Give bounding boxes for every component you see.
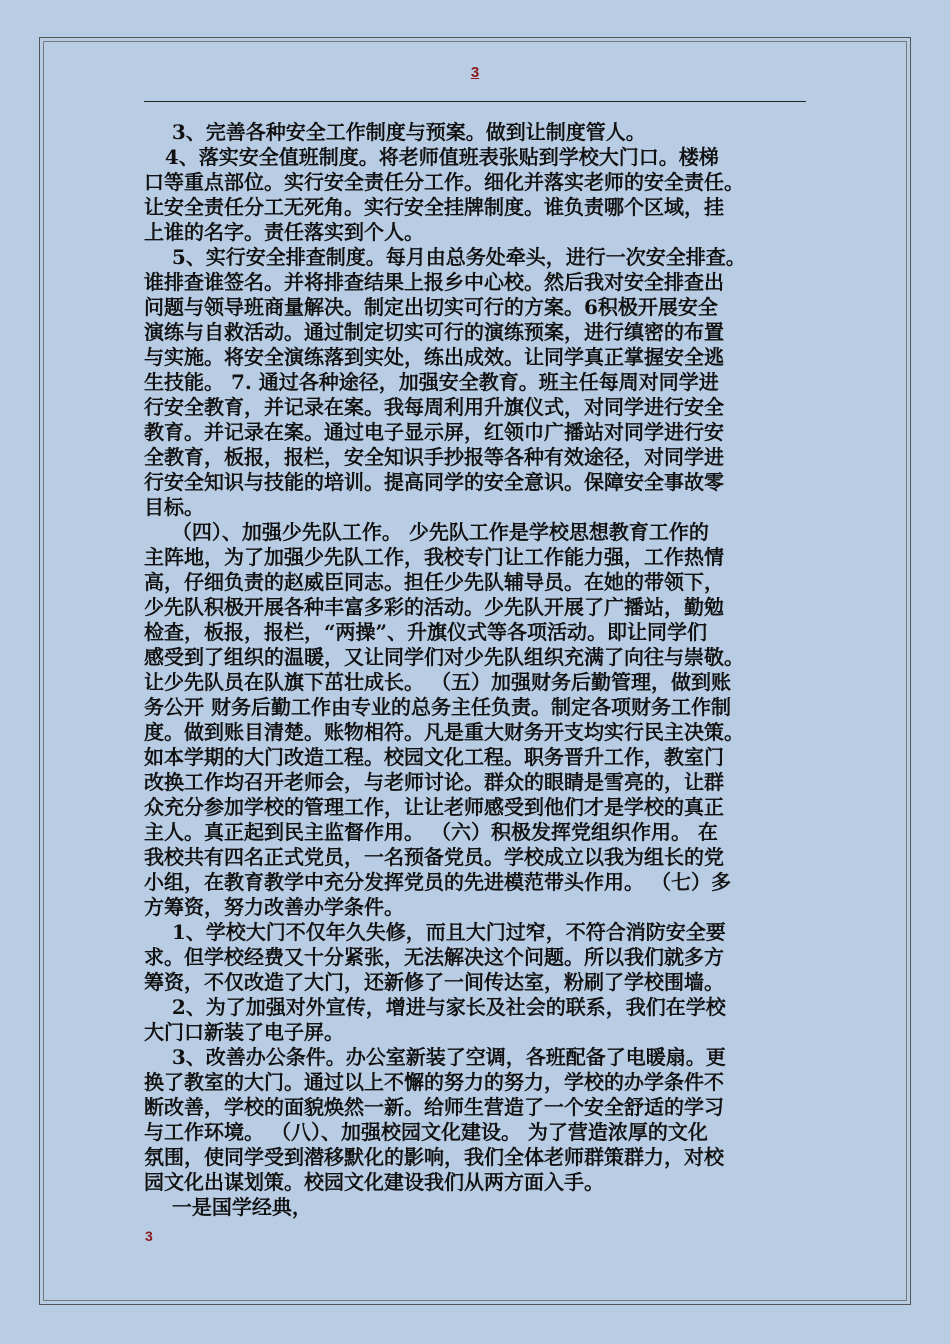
text-line: 方筹资，努力改善办学条件。 (144, 895, 404, 919)
text-line: 务公开 财务后勤工作由专业的总务主任负责。制定各项财务工作制 (144, 695, 731, 719)
text-line: 1、学校大门不仅年久失修，而且大门过窄，不符合消防安全要 (144, 920, 726, 944)
text-line: 一是国学经典， (144, 1195, 312, 1219)
header-page-number: 3 (470, 64, 480, 81)
text-line: 检查，板报，报栏，“两操”、升旗仪式等各项活动。即让同学们 (144, 620, 708, 644)
body-text (144, 120, 824, 1220)
text-line: 2、为了加强对外宣传，增进与家长及社会的联系，我们在学校 (144, 995, 726, 1019)
text-line: 上谁的名字。责任落实到个人。 (144, 220, 424, 244)
text-line: 少先队积极开展各种丰富多彩的活动。少先队开展了广播站，勤勉 (144, 595, 724, 619)
header-rule (144, 101, 806, 102)
text-line: （四）、加强少先队工作。 少先队工作是学校思想教育工作的 (144, 520, 709, 544)
text-line: 氛围，使同学受到潜移默化的影响，我们全体老师群策群力，对校 (144, 1145, 724, 1169)
text-line: 小组，在教育教学中充分发挥党员的先进模范带头作用。 （七）多 (144, 870, 731, 894)
text-line: 3、改善办公条件。办公室新装了空调，各班配备了电暖扇。更 (144, 1045, 726, 1069)
text-line: 换了教室的大门。通过以上不懈的努力的努力，学校的办学条件不 (144, 1070, 724, 1094)
text-line: 5、实行安全排查制度。每月由总务处牵头，进行一次安全排查。 (144, 245, 746, 269)
text-line: 教育。并记录在案。通过电子显示屏，红领巾广播站对同学进行安 (144, 420, 724, 444)
text-line: 全教育，板报，报栏，安全知识手抄报等各种有效途径，对同学进 (144, 445, 724, 469)
text-line: 筹资，不仅改造了大门，还新修了一间传达室，粉刷了学校围墙。 (144, 970, 724, 994)
text-line: 大门口新装了电子屏。 (144, 1020, 344, 1044)
text-line: 主人。真正起到民主监督作用。 （六）积极发挥党组织作用。 在 (144, 820, 718, 844)
text-line: 演练与自救活动。通过制定切实可行的演练预案，进行缜密的布置 (144, 320, 724, 344)
text-line: 主阵地，为了加强少先队工作，我校专门让工作能力强，工作热情 (144, 545, 724, 569)
text-line: 口等重点部位。实行安全责任分工作。细化并落实老师的安全责任。 (144, 170, 744, 194)
text-line: 与实施。将安全演练落到实处，练出成效。让同学真正掌握安全逃 (144, 345, 724, 369)
text-line: 断改善，学校的面貌焕然一新。给师生营造了一个安全舒适的学习 (144, 1095, 724, 1119)
footer-page-number: 3 (145, 1228, 153, 1244)
text-line: 行安全教育，并记录在案。我每周利用升旗仪式，对同学进行安全 (144, 395, 724, 419)
text-line: 4、落实安全值班制度。将老师值班表张贴到学校大门口。楼梯 (144, 145, 719, 169)
text-line: 如本学期的大门改造工程。校园文化工程。职务晋升工作，教室门 (144, 745, 724, 769)
text-line: 园文化出谋划策。校园文化建设我们从两方面入手。 (144, 1170, 604, 1194)
text-line: 度。做到账目清楚。账物相符。凡是重大财务开支均实行民主决策。 (144, 720, 744, 744)
text-line: 谁排查谁签名。并将排查结果上报乡中心校。然后我对安全排查出 (144, 270, 724, 294)
text-line: 3、完善各种安全工作制度与预案。做到让制度管人。 (144, 120, 646, 144)
text-line: 与工作环境。 （八）、加强校园文化建设。 为了营造浓厚的文化 (144, 1120, 708, 1144)
text-line: 求。但学校经费又十分紧张，无法解决这个问题。所以我们就多方 (144, 945, 724, 969)
text-line: 生技能。 7. 通过各种途径，加强安全教育。班主任每周对同学进 (144, 370, 719, 394)
text-line: 目标。 (144, 495, 204, 519)
text-line: 让安全责任分工无死角。实行安全挂牌制度。谁负责哪个区域，挂 (144, 195, 724, 219)
text-line: 众充分参加学校的管理工作，让让老师感受到他们才是学校的真正 (144, 795, 724, 819)
text-line: 问题与领导班商量解决。制定出切实可行的方案。6积极开展安全 (144, 295, 718, 319)
text-line: 感受到了组织的温暖，又让同学们对少先队组织充满了向往与崇敬。 (144, 645, 744, 669)
text-line: 让少先队员在队旗下茁壮成长。 （五）加强财务后勤管理，做到账 (144, 670, 731, 694)
text-line: 我校共有四名正式党员，一名预备党员。学校成立以我为组长的党 (144, 845, 724, 869)
text-line: 高，仔细负责的赵威臣同志。担任少先队辅导员。在她的带领下， (144, 570, 724, 594)
text-line: 改换工作均召开老师会，与老师讨论。群众的眼睛是雪亮的，让群 (144, 770, 724, 794)
text-line: 行安全知识与技能的培训。提高同学的安全意识。保障安全事故零 (144, 470, 724, 494)
